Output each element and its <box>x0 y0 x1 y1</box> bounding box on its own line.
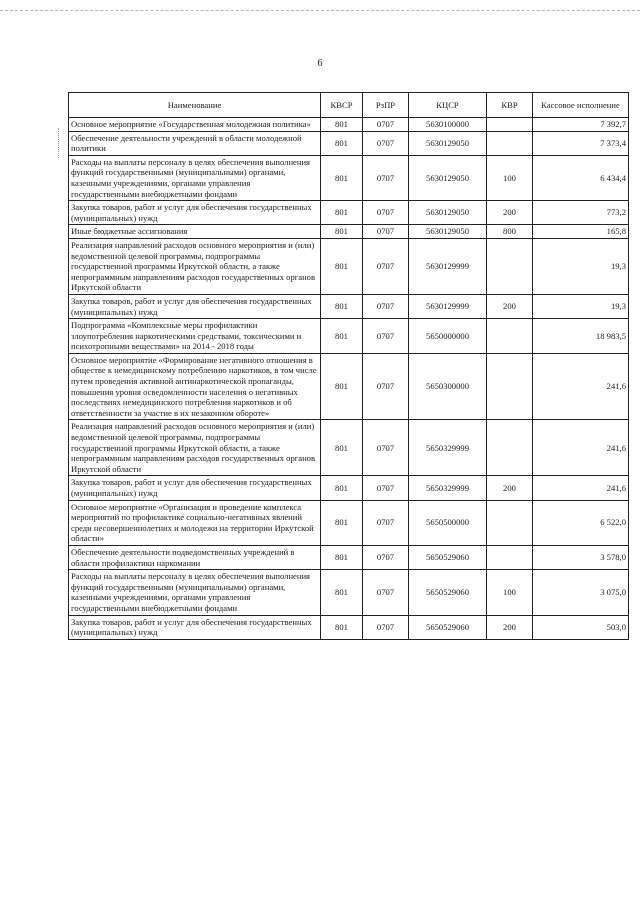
table-row <box>69 615 629 639</box>
header-kvr: КВР <box>487 93 533 118</box>
row-kcsr: 5650529060 <box>409 570 487 615</box>
row-sum: 3 075,0 <box>533 570 629 615</box>
row-sum: 19,3 <box>533 238 629 294</box>
table-row <box>69 420 629 476</box>
row-rzpr: 0707 <box>363 201 409 225</box>
row-rzpr: 0707 <box>363 118 409 132</box>
row-sum: 241,6 <box>533 476 629 500</box>
row-name: Обеспечение деятельности подведомственных учреждений в области профилактики наркомании <box>69 545 321 569</box>
row-kcsr: 5650000000 <box>409 319 487 354</box>
row-kvsr: 801 <box>321 294 363 318</box>
row-name: Закупка товаров, работ и услуг для обеспечения государственных (муниципальных) нужд <box>69 476 321 500</box>
row-kvr <box>487 319 533 354</box>
row-kvsr: 801 <box>321 319 363 354</box>
table-body <box>69 118 629 640</box>
row-kvr: 200 <box>487 615 533 639</box>
row-kvr <box>487 500 533 545</box>
row-name: Подпрограмма «Комплексные меры профилактики злоупотребления наркотическими средствами, токсическими и психотропными веществами» на 2014 - 2018 годы <box>69 319 321 354</box>
row-name: Реализация направлений расходов основного мероприятия и (или) ведомственной целевой программы, подпрограммы государственной программы Иркутской области, а также непрограммным направлениям расходов государственных органов Иркутской области <box>69 238 321 294</box>
row-sum: 18 983,5 <box>533 319 629 354</box>
row-name: Закупка товаров, работ и услуг для обеспечения государственных (муниципальных) нужд <box>69 201 321 225</box>
row-kvsr: 801 <box>321 118 363 132</box>
row-sum: 241,6 <box>533 420 629 476</box>
table-row <box>69 294 629 318</box>
row-sum: 7 392,7 <box>533 118 629 132</box>
scan-edge-line-top <box>0 10 640 11</box>
row-sum: 19,3 <box>533 294 629 318</box>
row-rzpr: 0707 <box>363 476 409 500</box>
table-row <box>69 319 629 354</box>
row-kvr: 100 <box>487 570 533 615</box>
row-kcsr: 5630129050 <box>409 131 487 155</box>
row-kvr: 200 <box>487 476 533 500</box>
header-name: Наименование <box>69 93 321 118</box>
row-rzpr: 0707 <box>363 225 409 239</box>
row-rzpr: 0707 <box>363 420 409 476</box>
row-name: Обеспечение деятельности учреждений в области молодежной политики <box>69 131 321 155</box>
row-sum: 165,8 <box>533 225 629 239</box>
row-rzpr: 0707 <box>363 319 409 354</box>
table-row <box>69 353 629 420</box>
table-row <box>69 131 629 155</box>
row-rzpr: 0707 <box>363 545 409 569</box>
table-row <box>69 570 629 615</box>
row-kcsr: 5650529060 <box>409 615 487 639</box>
row-kcsr: 5630129999 <box>409 238 487 294</box>
budget-execution-table <box>68 92 629 640</box>
row-kcsr: 5630100000 <box>409 118 487 132</box>
row-kvsr: 801 <box>321 476 363 500</box>
row-kcsr: 5650300000 <box>409 353 487 420</box>
table-row <box>69 545 629 569</box>
row-kvsr: 801 <box>321 545 363 569</box>
row-rzpr: 0707 <box>363 238 409 294</box>
row-kvr <box>487 420 533 476</box>
row-kvr: 200 <box>487 201 533 225</box>
row-sum: 7 373,4 <box>533 131 629 155</box>
row-kvsr: 801 <box>321 201 363 225</box>
table-row <box>69 225 629 239</box>
row-kvsr: 801 <box>321 155 363 200</box>
row-kvr: 200 <box>487 294 533 318</box>
row-kvsr: 801 <box>321 353 363 420</box>
row-rzpr: 0707 <box>363 353 409 420</box>
row-rzpr: 0707 <box>363 500 409 545</box>
row-kvsr: 801 <box>321 615 363 639</box>
row-kvr <box>487 353 533 420</box>
row-sum: 6 434,4 <box>533 155 629 200</box>
header-kcsr: КЦСР <box>409 93 487 118</box>
row-kvr: 100 <box>487 155 533 200</box>
row-kvr <box>487 545 533 569</box>
row-sum: 3 578,0 <box>533 545 629 569</box>
row-name: Реализация направлений расходов основного мероприятия и (или) ведомственной целевой программы, подпрограммы государственной программы Иркутской области, а также непрограммным направлениям расходов государственных органов Иркутской области <box>69 420 321 476</box>
header-sum: Кассовое исполнение <box>533 93 629 118</box>
row-kvsr: 801 <box>321 500 363 545</box>
row-kcsr: 5630129050 <box>409 225 487 239</box>
row-kvsr: 801 <box>321 570 363 615</box>
row-kvr <box>487 131 533 155</box>
page-number: 6 <box>317 58 323 69</box>
row-kcsr: 5650329999 <box>409 420 487 476</box>
row-name: Иные бюджетные ассигнования <box>69 225 321 239</box>
row-name: Основное мероприятие «Организация и проведение комплекса мероприятий по профилактике социально-негативных явлений среди несовершеннолетних и молодежи на территории Иркутской области» <box>69 500 321 545</box>
row-kvr <box>487 118 533 132</box>
row-rzpr: 0707 <box>363 294 409 318</box>
row-kvsr: 801 <box>321 225 363 239</box>
table-row <box>69 118 629 132</box>
row-name: Основное мероприятие «Государственная молодежная политика» <box>69 118 321 132</box>
row-kcsr: 5630129999 <box>409 294 487 318</box>
table-row <box>69 500 629 545</box>
scan-margin-mark <box>58 128 60 158</box>
row-sum: 241,6 <box>533 353 629 420</box>
row-name: Расходы на выплаты персоналу в целях обеспечения выполнения функций государственными (муниципальными) органами, казенными учреждениями, органами управления государственными внебюджетными фондами <box>69 570 321 615</box>
row-kvr <box>487 238 533 294</box>
row-kvsr: 801 <box>321 420 363 476</box>
row-name: Основное мероприятие «Формирование негативного отношения в обществе к немедицинскому потреблению наркотиков, в том числе путем проведения активной антинаркотической пропаганды, повышения уровня осведомленности населения о негативных последствиях немедицинского потребления наркотиков и об ответственности за участие в их незаконном обороте» <box>69 353 321 420</box>
table-row <box>69 238 629 294</box>
header-rzpr: РзПР <box>363 93 409 118</box>
table-row <box>69 476 629 500</box>
row-kvsr: 801 <box>321 131 363 155</box>
table-row <box>69 201 629 225</box>
row-rzpr: 0707 <box>363 155 409 200</box>
row-kcsr: 5630129050 <box>409 201 487 225</box>
row-rzpr: 0707 <box>363 570 409 615</box>
table-row <box>69 155 629 200</box>
header-kvsr: КВСР <box>321 93 363 118</box>
row-sum: 773,2 <box>533 201 629 225</box>
row-kvsr: 801 <box>321 238 363 294</box>
row-kvr: 800 <box>487 225 533 239</box>
row-sum: 6 522,0 <box>533 500 629 545</box>
row-name: Закупка товаров, работ и услуг для обеспечения государственных (муниципальных) нужд <box>69 294 321 318</box>
row-kcsr: 5630129050 <box>409 155 487 200</box>
row-rzpr: 0707 <box>363 615 409 639</box>
row-kcsr: 5650500000 <box>409 500 487 545</box>
row-sum: 503,0 <box>533 615 629 639</box>
row-kcsr: 5650529060 <box>409 545 487 569</box>
row-name: Расходы на выплаты персоналу в целях обеспечения выполнения функций государственными (муниципальными) органами, казенными учреждениями, органами управления государственными внебюджетными фондами <box>69 155 321 200</box>
row-rzpr: 0707 <box>363 131 409 155</box>
row-name: Закупка товаров, работ и услуг для обеспечения государственных (муниципальных) нужд <box>69 615 321 639</box>
table-header-row <box>69 93 629 118</box>
row-kcsr: 5650329999 <box>409 476 487 500</box>
